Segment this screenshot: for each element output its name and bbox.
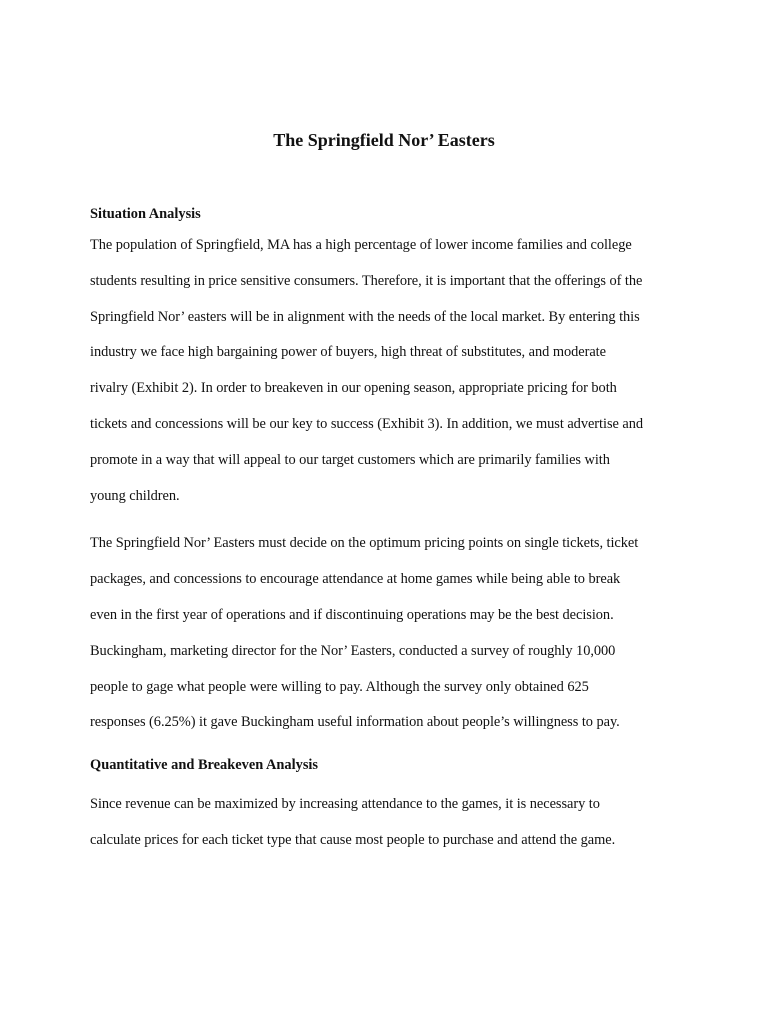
paragraph-situation-1 [90, 228, 682, 514]
text-line: rivalry (Exhibit 2). In order to breakeven in our opening season, appropriate pricing for both [90, 380, 617, 397]
section-heading-quantitative-breakeven-analysis: Quantitative and Breakeven Analysis [90, 757, 319, 774]
paragraph-quantitative-1 [90, 787, 682, 859]
text-line: The population of Springfield, MA has a high percentage of lower income families and college [90, 237, 632, 253]
document-body [90, 202, 682, 859]
text-line: Since revenue can be maximized by increasing attendance to the games, it is necessary to [90, 796, 600, 813]
text-line: calculate prices for each ticket type that cause most people to purchase and attend the game. [90, 831, 616, 848]
text-line: The Springfield Nor’ Easters must decide on the optimum pricing points on single tickets, ticket [90, 535, 639, 552]
text-line: students resulting in price sensitive consumers. Therefore, it is important that the offerings of the [90, 272, 643, 289]
text-line: industry we face high bargaining power of buyers, high threat of substitutes, and moderate [90, 344, 606, 361]
text-line: tickets and concessions will be our key to success (Exhibit 3). In addition, we must advertise and [90, 415, 644, 432]
text-line: Buckingham, marketing director for the Nor’ Easters, conducted a survey of roughly 10,000 [90, 642, 616, 659]
text-line: even in the first year of operations and if discontinuing operations may be the best decision. [90, 606, 614, 623]
section-heading-situation-analysis: Situation Analysis [90, 206, 201, 222]
paragraph-situation-2 [90, 526, 682, 741]
text-line: Springfield Nor’ easters will be in alignment with the needs of the local market. By entering this [90, 308, 640, 325]
text-line: young children. [90, 487, 180, 504]
text-line: packages, and concessions to encourage attendance at home games while being able to break [90, 571, 621, 588]
text-line: promote in a way that will appeal to our target customers which are primarily families with [90, 451, 610, 468]
text-line: people to gage what people were willing to pay. Although the survey only obtained 625 [90, 678, 589, 695]
text-line: responses (6.25%) it gave Buckingham useful information about people’s willingness to pay. [90, 714, 620, 731]
document-title: The Springfield Nor’ Easters [273, 130, 495, 150]
